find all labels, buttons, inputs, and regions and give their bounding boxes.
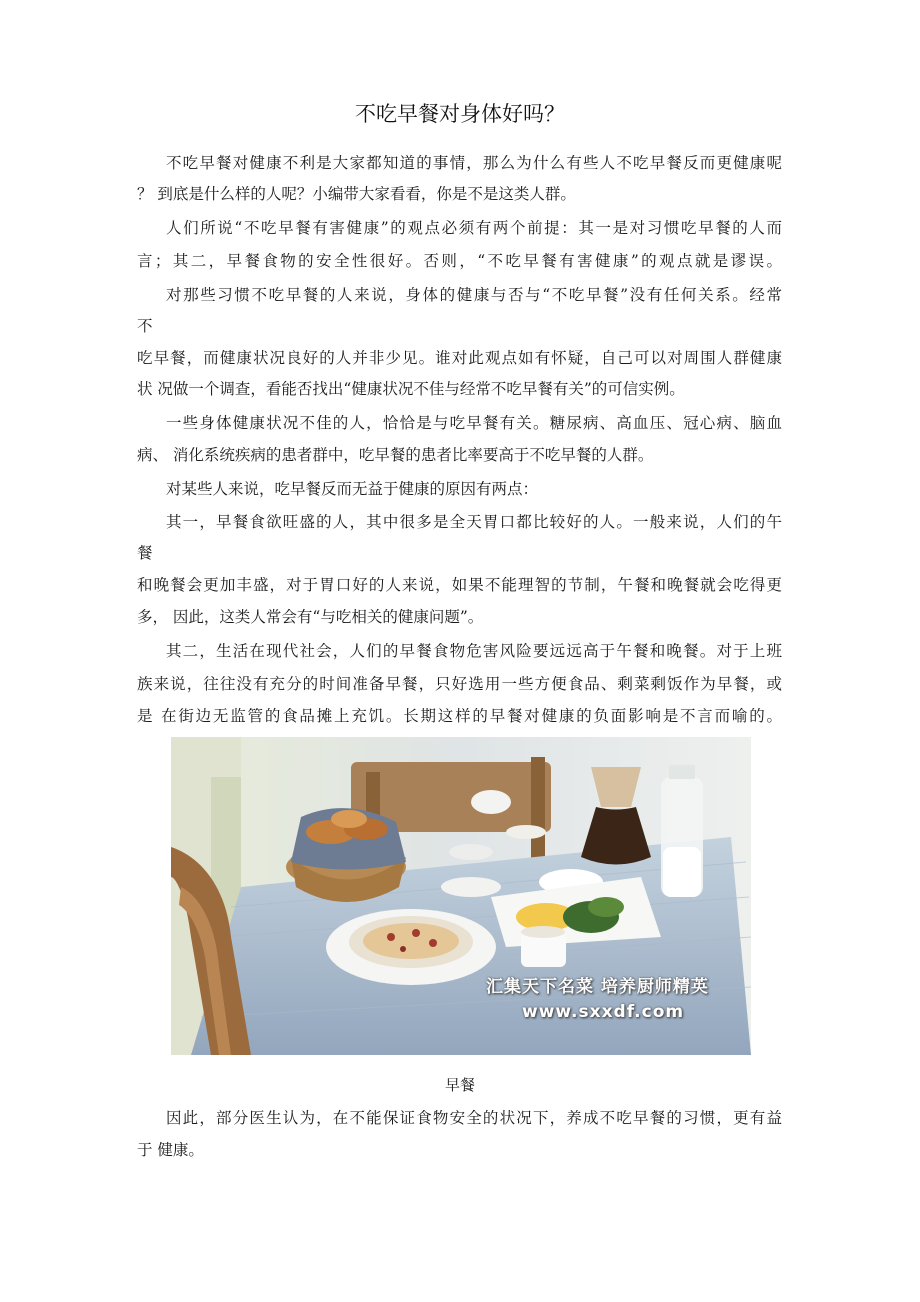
paragraph-line: 对那些习惯不吃早餐的人来说，身体的健康与否与“不吃早餐”没有任何关系。经常 [166, 286, 782, 304]
paragraph-line: 言；其二，早餐食物的安全性很好。否则，“不吃早餐有害健康”的观点就是谬误。 [137, 252, 782, 270]
paragraph-line: 族来说，往往没有充分的时间准备早餐，只好选用一些方便食品、剩菜剩饭作为早餐，或 [137, 675, 782, 693]
paragraph-line: 人们所说“不吃早餐有害健康”的观点必须有两个前提：其一是对习惯吃早餐的人而 [166, 219, 782, 237]
paragraph-line: 其一，早餐食欲旺盛的人，其中很多是全天胃口都比较好的人。一般来说，人们的午 [166, 513, 782, 531]
paragraph-line: 一些身体健康状况不佳的人，恰恰是与吃早餐有关。糖尿病、高血压、冠心病、脑血 [166, 414, 782, 432]
photo-caption: 早餐 [444, 1076, 475, 1094]
paragraph-line: 不吃早餐对健康不利是大家都知道的事情，那么为什么有些人不吃早餐反而更健康呢 [166, 154, 782, 172]
paragraph-line: 其二，生活在现代社会，人们的早餐食物危害风险要远远高于午餐和晚餐。对于上班 [166, 642, 782, 660]
paragraph-line: 状 况做一个调查，看能否找出“健康状况不佳与经常不吃早餐有关”的可信实例。 [137, 380, 685, 398]
paragraph-line: 对某些人来说，吃早餐反而无益于健康的原因有两点： [166, 480, 539, 498]
paragraph-line: 吃早餐，而健康状况良好的人并非少见。谁对此观点如有怀疑，自己可以对周围人群健康 [137, 349, 782, 367]
watermark-url: www.sxxdf.com [522, 1002, 685, 1022]
page-title: 不吃早餐对身体好吗？ [355, 102, 565, 126]
paragraph-line: 多， 因此，这类人常会有“与吃相关的健康问题”。 [137, 608, 484, 626]
paragraph-line: 和晚餐会更加丰盛，对于胃口好的人来说，如果不能理智的节制，午餐和晚餐就会吃得更 [137, 576, 782, 594]
paragraph-line: ？ 到底是什么样的人呢？小编带大家看看，你是不是这类人群。 [137, 185, 576, 203]
paragraph-line: 病、 消化系统疾病的患者群中，吃早餐的患者比率要高于不吃早餐的人群。 [137, 446, 654, 464]
paragraph-line: 因此，部分医生认为，在不能保证食物安全的状况下，养成不吃早餐的习惯，更有益 [166, 1109, 782, 1127]
paragraph-line: 餐 [137, 544, 153, 562]
paragraph-line: 不 [137, 317, 153, 335]
watermark-slogan: 汇集天下名菜 培养厨师精英 [486, 977, 709, 997]
paragraph-line: 于 健康。 [137, 1141, 204, 1159]
paragraph-line: 是 在街边无监管的食品摊上充饥。长期这样的早餐对健康的负面影响是不言而喻的。 [137, 707, 782, 725]
